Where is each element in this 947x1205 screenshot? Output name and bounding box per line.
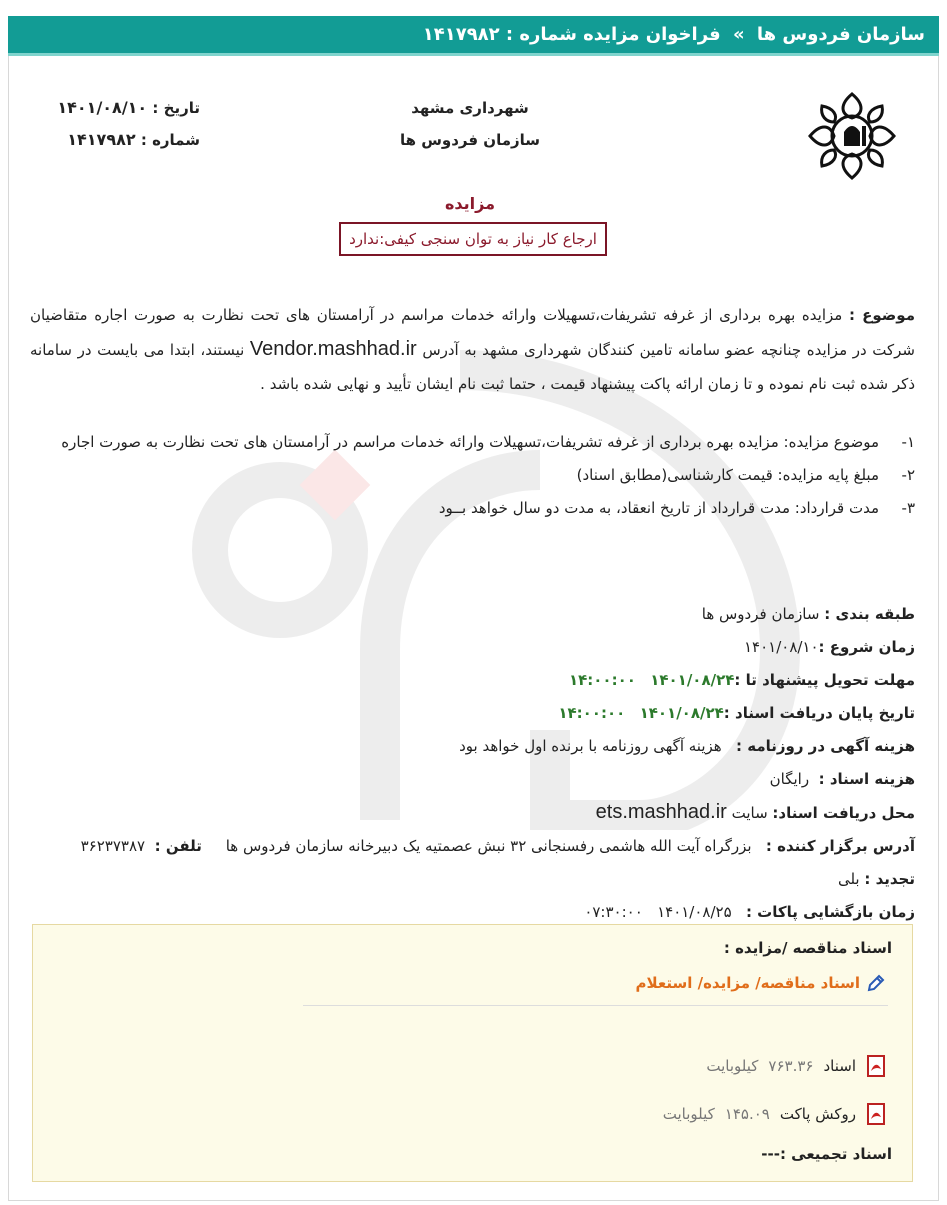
number-label: شماره : xyxy=(140,131,200,149)
pencil-icon xyxy=(866,973,886,993)
header-date-number xyxy=(40,92,200,156)
renewal-row: تجدید : بلی xyxy=(837,870,915,888)
file-unit: کیلوبایت xyxy=(706,1057,759,1075)
conditions-list xyxy=(30,426,915,525)
list-item: ۱- موضوع مزایده: مزایده بهره برداری از غرفه تشریفات،تسهیلات وارائه خدمات مراسم در آرامستان های تحت نظارت به صورت اجاره xyxy=(61,433,915,451)
pdf-icon xyxy=(866,1055,886,1077)
date-value: ۱۴۰۱/۰۸/۱۰ xyxy=(57,98,148,117)
header-org-block xyxy=(340,92,600,156)
mashhad-municipality-logo xyxy=(804,88,900,184)
subject-text-1: مزایده بهره برداری از غرفه تشریفات،تسهیلات وارائه خدمات مراسم در آرامستان های تحت نظارت به صورت اجاره متقاضیان شرکت در مزایده چنانچه عضو سامانه تامین کنندگان شهرداری مشهد به آدرس xyxy=(30,306,915,359)
breadcrumb-separator: » xyxy=(732,24,745,45)
organization-name: سازمان فردوس ها xyxy=(399,131,541,149)
deadline-row: مهلت تحویل پیشنهاد تا :۱۴۰۱/۰۸/۲۴ ۱۴:۰۰:۰۰ xyxy=(568,671,915,689)
notice-title: مزایده xyxy=(444,194,496,213)
file-item[interactable] xyxy=(706,1055,886,1077)
opening-row: زمان بازگشایی پاکات : ۱۴۰۱/۰۸/۲۵ ۰۷:۳۰:۰۰ xyxy=(584,903,915,921)
documents-panel xyxy=(32,924,913,1182)
docs-end-row: تاریخ پایان دریافت اسناد :۱۴۰۱/۰۸/۲۴ ۱۴:۰۰:۰۰ xyxy=(558,704,915,722)
list-item: ۲- مبلغ پایه مزایده: قیمت کارشناسی(مطابق اسناد) xyxy=(576,466,915,484)
page-header-bar xyxy=(8,16,939,56)
subject-label: موضوع : xyxy=(849,306,915,324)
address-row: آدرس برگزار کننده : بزرگراه آیت الله هاشمی رفسنجانی ۳۲ نبش عصمتیه یک دبیرخانه سازمان فردوس ها تلفن : ۳۶۲۳۷۳۸۷ xyxy=(80,837,915,855)
file-unit: کیلوبایت xyxy=(662,1105,715,1123)
date-label: تاریخ : xyxy=(152,99,200,117)
subject-paragraph xyxy=(30,298,915,401)
auction-details xyxy=(30,598,915,929)
quality-assessment-box: ارجاع کار نیاز به توان سنجی کیفی:ندارد xyxy=(339,222,607,256)
start-row: زمان شروع :۱۴۰۱/۰۸/۱۰ xyxy=(743,638,915,656)
file-size: ۱۴۵.۰۹ xyxy=(724,1105,770,1123)
subject-text-2: نیستند، ابتدا می بایست در سامانه ذکر شده ثبت نام نموده و تا زمان ارائه پاکت پیشنهاد قیمت ، حتما ثبت نام ایشان تأیید و نهایی شده باشد . xyxy=(30,341,915,393)
file-name[interactable]: اسناد xyxy=(823,1057,856,1075)
ad-cost-row: هزینه آگهی در روزنامه : هزینه آگهی روزنامه با برنده اول خواهد بود xyxy=(459,737,915,755)
pdf-icon xyxy=(866,1103,886,1125)
number-value: ۱۴۱۷۹۸۲ xyxy=(67,130,136,149)
breadcrumb-org[interactable]: سازمان فردوس ها xyxy=(756,24,925,45)
category-row: طبقه بندی : سازمان فردوس ها xyxy=(701,605,915,623)
list-item: ۳- مدت قرارداد: مدت قرارداد از تاریخ انعقاد، به مدت دو سال خواهد بــود xyxy=(438,499,915,517)
page-title: فراخوان مزایده شماره : ۱۴۱۷۹۸۲ xyxy=(422,24,721,45)
file-name[interactable]: روکش پاکت xyxy=(779,1105,856,1123)
municipality-name: شهرداری مشهد xyxy=(411,99,529,117)
documents-heading: اسناد مناقصه /مزایده : xyxy=(723,939,892,957)
doc-cost-row: هزینه اسناد : رایگان xyxy=(769,770,915,788)
doc-place-row: محل دریافت اسناد: سایت ets.mashhad.ir xyxy=(595,801,915,823)
file-size: ۷۶۳.۳۶ xyxy=(768,1057,814,1075)
file-item[interactable] xyxy=(663,1103,886,1125)
vendor-url: Vendor.mashhad.ir xyxy=(249,338,417,360)
divider xyxy=(303,1005,888,1006)
aggregate-documents: اسناد تجمیعی :--- xyxy=(761,1145,892,1163)
documents-link[interactable]: اسناد مناقصه/ مزایده/ استعلام xyxy=(636,973,887,993)
ets-url: ets.mashhad.ir xyxy=(595,801,727,823)
